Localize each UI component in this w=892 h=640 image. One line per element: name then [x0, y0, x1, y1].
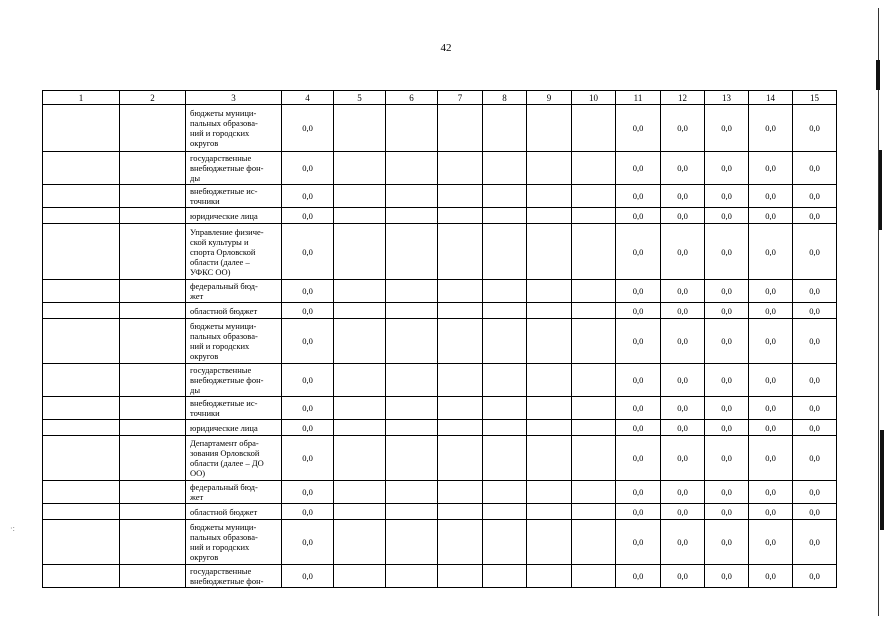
value-cell-col11: 0,0 [616, 397, 661, 420]
empty-cell-col2 [120, 303, 186, 319]
value-cell-col13: 0,0 [705, 397, 749, 420]
value-cell-col15: 0,0 [793, 303, 837, 319]
empty-cell-col7 [438, 105, 483, 152]
empty-cell-col7 [438, 319, 483, 364]
value-cell-col12: 0,0 [661, 364, 705, 397]
empty-cell-col2 [120, 224, 186, 280]
scan-edge-line [878, 8, 879, 616]
table-row [43, 504, 837, 520]
empty-cell-col5 [334, 224, 386, 280]
value-cell-col14: 0,0 [749, 504, 793, 520]
value-cell-col4: 0,0 [282, 420, 334, 436]
empty-cell-col5 [334, 520, 386, 565]
value-cell-col12: 0,0 [661, 520, 705, 565]
value-cell-col12: 0,0 [661, 565, 705, 588]
scan-edge-mark [876, 60, 880, 90]
value-cell-col15: 0,0 [793, 105, 837, 152]
value-cell-col15: 0,0 [793, 319, 837, 364]
table-row [43, 565, 837, 588]
empty-cell-col1 [43, 420, 120, 436]
page-number: 42 [440, 42, 452, 54]
empty-cell-col5 [334, 364, 386, 397]
empty-cell-col2 [120, 208, 186, 224]
empty-cell-col7 [438, 364, 483, 397]
value-cell-col4: 0,0 [282, 436, 334, 481]
empty-cell-col9 [527, 436, 572, 481]
value-cell-col11: 0,0 [616, 420, 661, 436]
value-cell-col4: 0,0 [282, 565, 334, 588]
empty-cell-col7 [438, 397, 483, 420]
column-header: 12 [661, 91, 705, 105]
value-cell-col12: 0,0 [661, 280, 705, 303]
value-cell-col11: 0,0 [616, 303, 661, 319]
value-cell-col11: 0,0 [616, 105, 661, 152]
empty-cell-col5 [334, 565, 386, 588]
row-description-cell: федеральный бюд- жет [186, 280, 282, 303]
value-cell-col4: 0,0 [282, 319, 334, 364]
scan-speck: ·: [10, 524, 15, 533]
empty-cell-col9 [527, 565, 572, 588]
value-cell-col12: 0,0 [661, 105, 705, 152]
empty-cell-col10 [572, 208, 616, 224]
empty-cell-col5 [334, 436, 386, 481]
empty-cell-col7 [438, 565, 483, 588]
value-cell-col15: 0,0 [793, 280, 837, 303]
empty-cell-col6 [386, 280, 438, 303]
value-cell-col14: 0,0 [749, 319, 793, 364]
table-row [43, 208, 837, 224]
value-cell-col12: 0,0 [661, 319, 705, 364]
empty-cell-col2 [120, 105, 186, 152]
empty-cell-col8 [483, 208, 527, 224]
table-row [43, 280, 837, 303]
value-cell-col4: 0,0 [282, 208, 334, 224]
column-header: 2 [120, 91, 186, 105]
row-description-cell: Управление физиче- ской культуры и спорта Орловской области (далее – УФКС ОО) [186, 224, 282, 280]
value-cell-col15: 0,0 [793, 436, 837, 481]
row-description-cell: бюджеты муници- пальных образова- ний и городских округов [186, 520, 282, 565]
empty-cell-col10 [572, 520, 616, 565]
empty-cell-col6 [386, 319, 438, 364]
column-header: 15 [793, 91, 837, 105]
column-header: 7 [438, 91, 483, 105]
table-row [43, 481, 837, 504]
empty-cell-col1 [43, 208, 120, 224]
empty-cell-col7 [438, 481, 483, 504]
row-description-cell: внебюджетные ис- точники [186, 397, 282, 420]
value-cell-col11: 0,0 [616, 436, 661, 481]
empty-cell-col10 [572, 224, 616, 280]
value-cell-col14: 0,0 [749, 152, 793, 185]
table-row [43, 397, 837, 420]
value-cell-col12: 0,0 [661, 504, 705, 520]
empty-cell-col8 [483, 105, 527, 152]
value-cell-col15: 0,0 [793, 185, 837, 208]
empty-cell-col5 [334, 208, 386, 224]
value-cell-col14: 0,0 [749, 208, 793, 224]
column-header: 4 [282, 91, 334, 105]
empty-cell-col7 [438, 520, 483, 565]
empty-cell-col6 [386, 185, 438, 208]
column-header: 3 [186, 91, 282, 105]
value-cell-col12: 0,0 [661, 152, 705, 185]
empty-cell-col1 [43, 319, 120, 364]
value-cell-col4: 0,0 [282, 364, 334, 397]
empty-cell-col1 [43, 185, 120, 208]
value-cell-col11: 0,0 [616, 504, 661, 520]
column-header: 11 [616, 91, 661, 105]
empty-cell-col1 [43, 303, 120, 319]
empty-cell-col1 [43, 436, 120, 481]
empty-cell-col7 [438, 280, 483, 303]
empty-cell-col10 [572, 436, 616, 481]
value-cell-col13: 0,0 [705, 224, 749, 280]
column-header: 6 [386, 91, 438, 105]
empty-cell-col10 [572, 152, 616, 185]
row-description-cell: государственные внебюджетные фон- [186, 565, 282, 588]
table-row [43, 152, 837, 185]
value-cell-col14: 0,0 [749, 481, 793, 504]
value-cell-col4: 0,0 [282, 224, 334, 280]
column-header: 13 [705, 91, 749, 105]
empty-cell-col9 [527, 152, 572, 185]
empty-cell-col6 [386, 481, 438, 504]
value-cell-col4: 0,0 [282, 397, 334, 420]
empty-cell-col8 [483, 364, 527, 397]
value-cell-col13: 0,0 [705, 208, 749, 224]
value-cell-col11: 0,0 [616, 364, 661, 397]
row-description-cell: областной бюджет [186, 303, 282, 319]
table-row [43, 420, 837, 436]
empty-cell-col6 [386, 303, 438, 319]
empty-cell-col7 [438, 152, 483, 185]
empty-cell-col7 [438, 208, 483, 224]
empty-cell-col2 [120, 319, 186, 364]
empty-cell-col6 [386, 504, 438, 520]
column-header: 14 [749, 91, 793, 105]
value-cell-col4: 0,0 [282, 185, 334, 208]
empty-cell-col2 [120, 185, 186, 208]
empty-cell-col8 [483, 436, 527, 481]
table-row [43, 319, 837, 364]
value-cell-col15: 0,0 [793, 364, 837, 397]
empty-cell-col2 [120, 504, 186, 520]
empty-cell-col10 [572, 565, 616, 588]
value-cell-col15: 0,0 [793, 504, 837, 520]
value-cell-col15: 0,0 [793, 481, 837, 504]
value-cell-col12: 0,0 [661, 481, 705, 504]
empty-cell-col8 [483, 520, 527, 565]
column-header: 8 [483, 91, 527, 105]
empty-cell-col1 [43, 520, 120, 565]
empty-cell-col8 [483, 565, 527, 588]
empty-cell-col10 [572, 504, 616, 520]
value-cell-col13: 0,0 [705, 303, 749, 319]
empty-cell-col9 [527, 397, 572, 420]
row-description-cell: бюджеты муници- пальных образова- ний и городских округов [186, 105, 282, 152]
scan-edge-mark [879, 150, 882, 230]
value-cell-col13: 0,0 [705, 436, 749, 481]
value-cell-col14: 0,0 [749, 420, 793, 436]
budget-table [42, 90, 837, 588]
value-cell-col4: 0,0 [282, 504, 334, 520]
empty-cell-col9 [527, 520, 572, 565]
value-cell-col13: 0,0 [705, 504, 749, 520]
value-cell-col4: 0,0 [282, 303, 334, 319]
value-cell-col11: 0,0 [616, 208, 661, 224]
empty-cell-col8 [483, 420, 527, 436]
value-cell-col14: 0,0 [749, 185, 793, 208]
value-cell-col15: 0,0 [793, 208, 837, 224]
value-cell-col4: 0,0 [282, 520, 334, 565]
empty-cell-col9 [527, 280, 572, 303]
empty-cell-col6 [386, 152, 438, 185]
empty-cell-col6 [386, 224, 438, 280]
empty-cell-col6 [386, 208, 438, 224]
empty-cell-col2 [120, 364, 186, 397]
empty-cell-col10 [572, 364, 616, 397]
column-header: 1 [43, 91, 120, 105]
value-cell-col14: 0,0 [749, 280, 793, 303]
table-body [43, 105, 837, 588]
value-cell-col15: 0,0 [793, 420, 837, 436]
empty-cell-col2 [120, 280, 186, 303]
empty-cell-col5 [334, 185, 386, 208]
value-cell-col14: 0,0 [749, 520, 793, 565]
empty-cell-col10 [572, 303, 616, 319]
empty-cell-col8 [483, 152, 527, 185]
table-row [43, 224, 837, 280]
empty-cell-col9 [527, 105, 572, 152]
value-cell-col12: 0,0 [661, 303, 705, 319]
value-cell-col11: 0,0 [616, 280, 661, 303]
empty-cell-col7 [438, 420, 483, 436]
value-cell-col11: 0,0 [616, 565, 661, 588]
empty-cell-col8 [483, 303, 527, 319]
empty-cell-col2 [120, 520, 186, 565]
empty-cell-col9 [527, 420, 572, 436]
value-cell-col13: 0,0 [705, 280, 749, 303]
empty-cell-col9 [527, 303, 572, 319]
empty-cell-col1 [43, 280, 120, 303]
empty-cell-col6 [386, 397, 438, 420]
empty-cell-col1 [43, 504, 120, 520]
empty-cell-col7 [438, 185, 483, 208]
value-cell-col4: 0,0 [282, 481, 334, 504]
value-cell-col11: 0,0 [616, 152, 661, 185]
value-cell-col13: 0,0 [705, 565, 749, 588]
empty-cell-col2 [120, 152, 186, 185]
empty-cell-col6 [386, 436, 438, 481]
value-cell-col4: 0,0 [282, 280, 334, 303]
empty-cell-col9 [527, 208, 572, 224]
empty-cell-col10 [572, 420, 616, 436]
empty-cell-col5 [334, 397, 386, 420]
empty-cell-col5 [334, 280, 386, 303]
row-description-cell: Департамент обра- зования Орловской области (далее – ДО ОО) [186, 436, 282, 481]
value-cell-col13: 0,0 [705, 152, 749, 185]
row-description-cell: областной бюджет [186, 504, 282, 520]
empty-cell-col10 [572, 397, 616, 420]
empty-cell-col8 [483, 185, 527, 208]
value-cell-col14: 0,0 [749, 436, 793, 481]
empty-cell-col8 [483, 504, 527, 520]
row-description-cell: государственные внебюджетные фон- ды [186, 364, 282, 397]
value-cell-col11: 0,0 [616, 185, 661, 208]
empty-cell-col7 [438, 224, 483, 280]
value-cell-col13: 0,0 [705, 481, 749, 504]
empty-cell-col10 [572, 481, 616, 504]
value-cell-col13: 0,0 [705, 319, 749, 364]
empty-cell-col5 [334, 303, 386, 319]
empty-cell-col9 [527, 224, 572, 280]
row-description-cell: федеральный бюд- жет [186, 481, 282, 504]
value-cell-col12: 0,0 [661, 436, 705, 481]
table-row [43, 364, 837, 397]
empty-cell-col7 [438, 436, 483, 481]
empty-cell-col2 [120, 397, 186, 420]
value-cell-col11: 0,0 [616, 481, 661, 504]
row-description-cell: юридические лица [186, 208, 282, 224]
value-cell-col14: 0,0 [749, 105, 793, 152]
empty-cell-col7 [438, 504, 483, 520]
row-description-cell: внебюджетные ис- точники [186, 185, 282, 208]
value-cell-col13: 0,0 [705, 520, 749, 565]
row-description-cell: государственные внебюджетные фон- ды [186, 152, 282, 185]
value-cell-col11: 0,0 [616, 319, 661, 364]
value-cell-col12: 0,0 [661, 224, 705, 280]
empty-cell-col8 [483, 481, 527, 504]
value-cell-col14: 0,0 [749, 364, 793, 397]
value-cell-col14: 0,0 [749, 397, 793, 420]
empty-cell-col2 [120, 436, 186, 481]
row-description-cell: бюджеты муници- пальных образова- ний и городских округов [186, 319, 282, 364]
empty-cell-col2 [120, 565, 186, 588]
empty-cell-col9 [527, 319, 572, 364]
scan-edge-mark [880, 430, 884, 530]
value-cell-col12: 0,0 [661, 208, 705, 224]
row-description-cell: юридические лица [186, 420, 282, 436]
empty-cell-col2 [120, 420, 186, 436]
value-cell-col15: 0,0 [793, 224, 837, 280]
value-cell-col11: 0,0 [616, 224, 661, 280]
value-cell-col13: 0,0 [705, 105, 749, 152]
table-row [43, 185, 837, 208]
value-cell-col4: 0,0 [282, 152, 334, 185]
value-cell-col14: 0,0 [749, 224, 793, 280]
empty-cell-col1 [43, 565, 120, 588]
empty-cell-col8 [483, 224, 527, 280]
empty-cell-col6 [386, 105, 438, 152]
value-cell-col13: 0,0 [705, 364, 749, 397]
empty-cell-col8 [483, 280, 527, 303]
empty-cell-col10 [572, 280, 616, 303]
empty-cell-col1 [43, 224, 120, 280]
empty-cell-col5 [334, 481, 386, 504]
empty-cell-col9 [527, 185, 572, 208]
value-cell-col12: 0,0 [661, 397, 705, 420]
empty-cell-col9 [527, 504, 572, 520]
empty-cell-col5 [334, 105, 386, 152]
column-header: 10 [572, 91, 616, 105]
empty-cell-col2 [120, 481, 186, 504]
empty-cell-col1 [43, 105, 120, 152]
empty-cell-col6 [386, 520, 438, 565]
empty-cell-col9 [527, 364, 572, 397]
column-header: 5 [334, 91, 386, 105]
empty-cell-col5 [334, 152, 386, 185]
empty-cell-col5 [334, 319, 386, 364]
empty-cell-col5 [334, 420, 386, 436]
value-cell-col12: 0,0 [661, 420, 705, 436]
value-cell-col15: 0,0 [793, 397, 837, 420]
empty-cell-col5 [334, 504, 386, 520]
value-cell-col15: 0,0 [793, 565, 837, 588]
empty-cell-col1 [43, 152, 120, 185]
empty-cell-col6 [386, 364, 438, 397]
value-cell-col4: 0,0 [282, 105, 334, 152]
value-cell-col14: 0,0 [749, 303, 793, 319]
column-header: 9 [527, 91, 572, 105]
header-row [43, 91, 837, 105]
empty-cell-col10 [572, 319, 616, 364]
table-row [43, 303, 837, 319]
value-cell-col11: 0,0 [616, 520, 661, 565]
empty-cell-col9 [527, 481, 572, 504]
empty-cell-col6 [386, 565, 438, 588]
empty-cell-col1 [43, 481, 120, 504]
value-cell-col15: 0,0 [793, 520, 837, 565]
empty-cell-col7 [438, 303, 483, 319]
table-row [43, 436, 837, 481]
empty-cell-col1 [43, 397, 120, 420]
value-cell-col15: 0,0 [793, 152, 837, 185]
empty-cell-col8 [483, 397, 527, 420]
value-cell-col14: 0,0 [749, 565, 793, 588]
empty-cell-col8 [483, 319, 527, 364]
table-row [43, 105, 837, 152]
empty-cell-col10 [572, 185, 616, 208]
value-cell-col13: 0,0 [705, 420, 749, 436]
value-cell-col12: 0,0 [661, 185, 705, 208]
empty-cell-col1 [43, 364, 120, 397]
table-row [43, 520, 837, 565]
value-cell-col13: 0,0 [705, 185, 749, 208]
budget-table-container [42, 90, 837, 588]
empty-cell-col10 [572, 105, 616, 152]
empty-cell-col6 [386, 420, 438, 436]
